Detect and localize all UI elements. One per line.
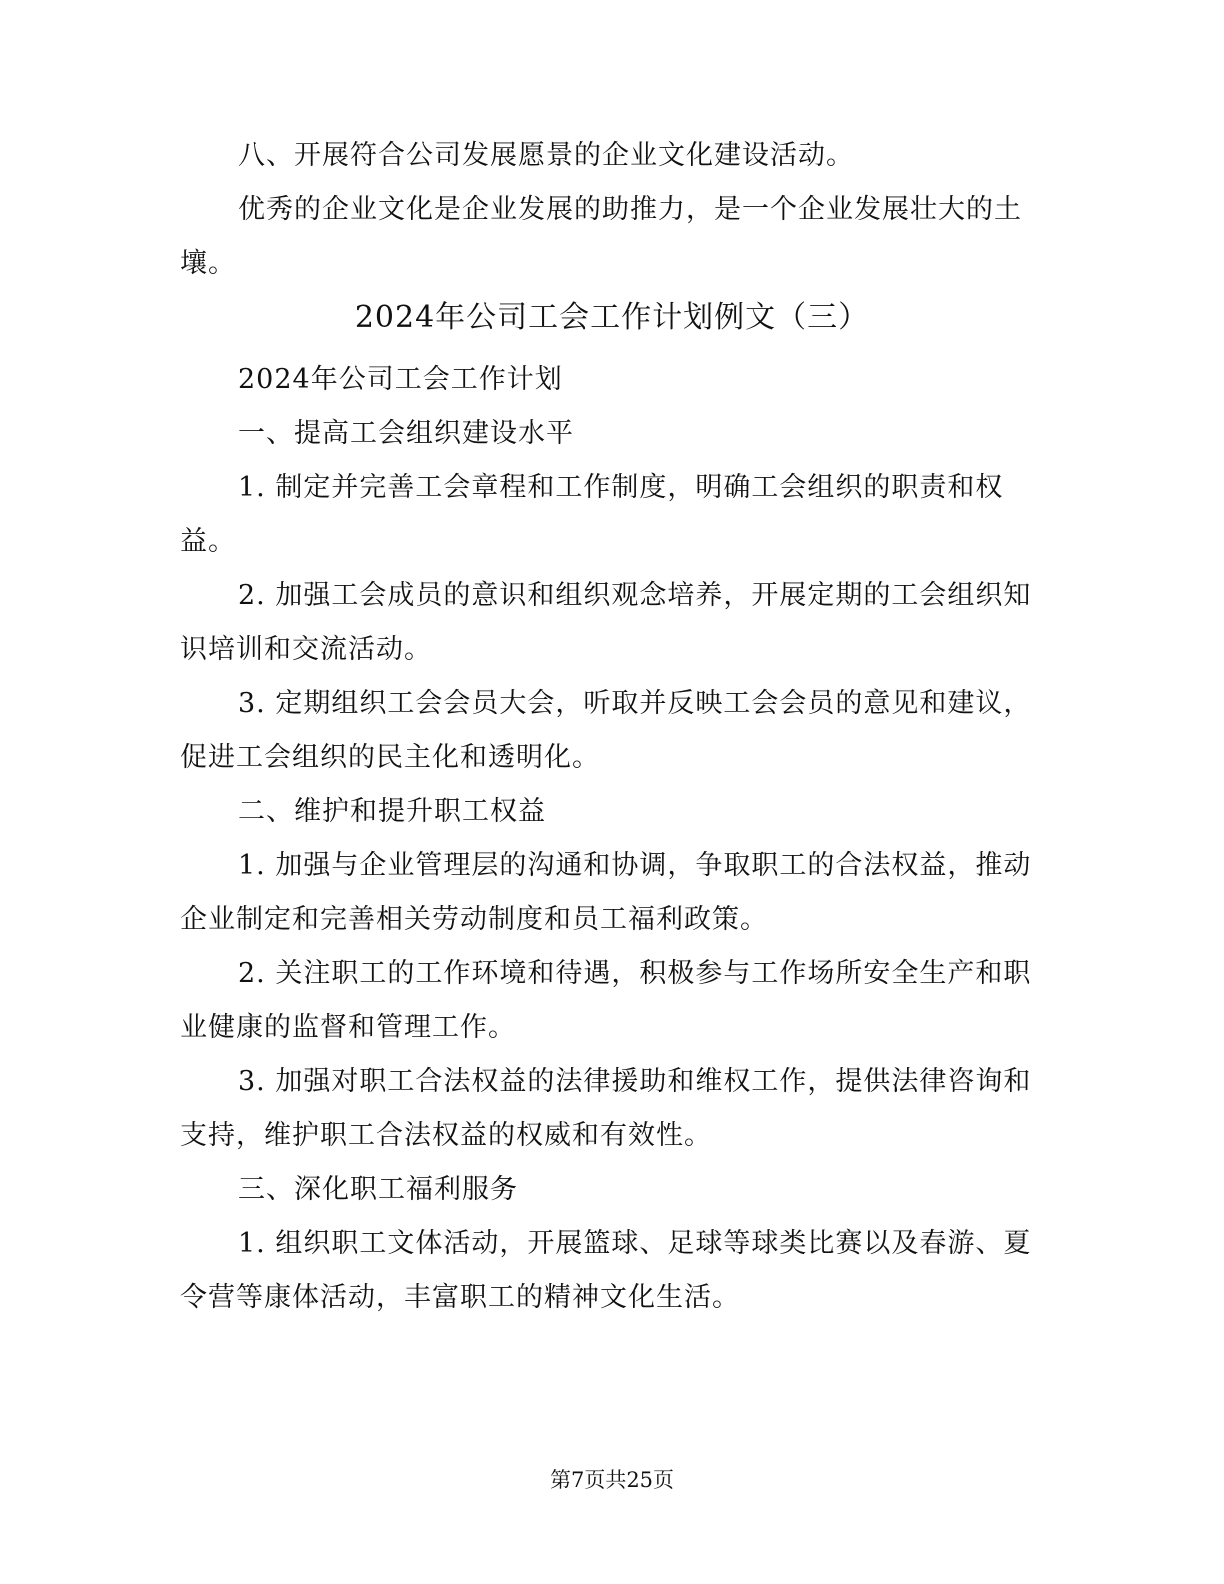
paragraph-line: 促进工会组织的民主化和透明化。 bbox=[180, 742, 600, 773]
paragraph-line: 3. 加强对职工合法权益的法律援助和维权工作，提供法律咨询和 bbox=[238, 1066, 1032, 1097]
paragraph-line: 优秀的企业文化是企业发展的助推力，是一个企业发展壮大的土 bbox=[238, 194, 1022, 225]
paragraph-line: 壤。 bbox=[180, 248, 236, 279]
paragraph-line: 八、开展符合公司发展愿景的企业文化建设活动。 bbox=[238, 140, 854, 171]
paragraph-line: 三、深化职工福利服务 bbox=[238, 1174, 518, 1205]
paragraph-line: 益。 bbox=[180, 526, 236, 557]
paragraph-line: 1. 制定并完善工会章程和工作制度，明确工会组织的职责和权 bbox=[238, 472, 1004, 503]
paragraph-line: 一、提高工会组织建设水平 bbox=[238, 418, 574, 449]
paragraph-line: 令营等康体活动，丰富职工的精神文化生活。 bbox=[180, 1282, 740, 1313]
section-title: 2024年公司工会工作计划例文（三） bbox=[354, 300, 870, 335]
paragraph-line: 2. 加强工会成员的意识和组织观念培养，开展定期的工会组织知 bbox=[238, 580, 1032, 611]
paragraph-line: 2. 关注职工的工作环境和待遇，积极参与工作场所安全生产和职 bbox=[238, 958, 1032, 989]
paragraph-line: 企业制定和完善相关劳动制度和员工福利政策。 bbox=[180, 904, 768, 935]
paragraph-line: 识培训和交流活动。 bbox=[180, 634, 432, 665]
paragraph-line: 二、维护和提升职工权益 bbox=[238, 796, 546, 827]
paragraph-line: 业健康的监督和管理工作。 bbox=[180, 1012, 516, 1043]
paragraph-line: 1. 加强与企业管理层的沟通和协调，争取职工的合法权益，推动 bbox=[238, 850, 1032, 881]
paragraph-line: 1. 组织职工文体活动，开展篮球、足球等球类比赛以及春游、夏 bbox=[238, 1228, 1032, 1259]
page-number: 第7页共25页 bbox=[549, 1468, 675, 1492]
paragraph-line: 支持，维护职工合法权益的权威和有效性。 bbox=[180, 1120, 712, 1151]
paragraph-line: 3. 定期组织工会会员大会，听取并反映工会会员的意见和建议， bbox=[238, 688, 1032, 719]
paragraph-line: 2024年公司工会工作计划 bbox=[238, 364, 563, 395]
